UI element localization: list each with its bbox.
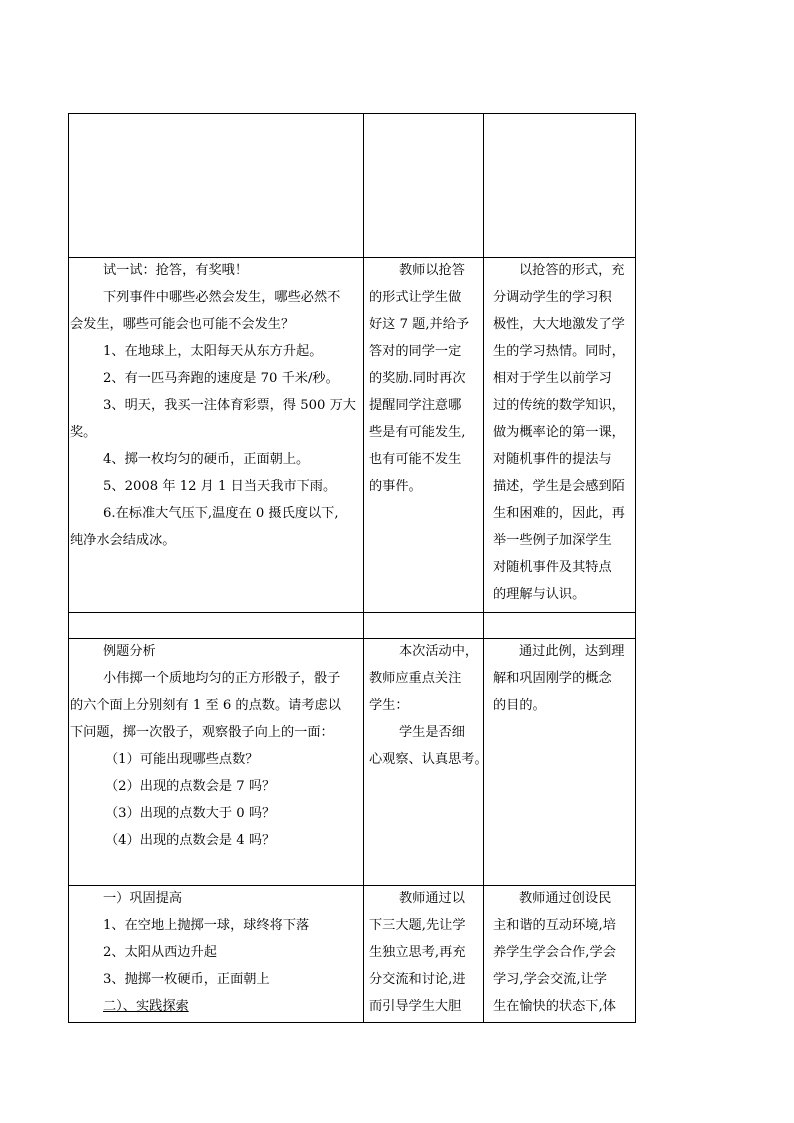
quiz-content-cell — [68, 257, 363, 554]
consolidation-item: 2、太阳从西边升起 — [103, 945, 217, 960]
teacher-note: 本次活动中， — [399, 644, 479, 659]
purpose-note: 极性，大大地激发了学 — [493, 317, 625, 332]
purpose-note: 过的传统的数学知识， — [493, 398, 625, 413]
teacher-note: 教师通过以 — [399, 891, 465, 906]
example-content-cell — [68, 638, 363, 854]
example-purpose-cell — [484, 638, 635, 719]
purpose-note: 对随机事件的提法与 — [493, 452, 612, 467]
quiz-item: 奖。 — [70, 425, 97, 440]
quiz-intro: 会发生，哪些可能会也可能不会发生？ — [70, 317, 295, 332]
example-text: 的六个面上分别刻有 1 至 6 的点数。请考虑以 — [70, 698, 341, 713]
quiz-item: 6.在标准大气压下,温度在 0 摄氏度以下, — [103, 506, 339, 521]
teacher-note: 些是有可能发生, — [369, 425, 466, 440]
teacher-note: 的形式让学生做 — [369, 290, 462, 305]
teacher-note: 教师应重点关注 — [369, 671, 462, 686]
lesson-plan-table — [68, 113, 636, 1023]
table-border-right — [635, 113, 636, 1023]
example-heading: 例题分析 — [103, 644, 156, 659]
example-question: （2）出现的点数会是 7 吗？ — [105, 779, 276, 794]
quiz-item: 3、明天，我买一注体育彩票，得 500 万大 — [103, 398, 356, 413]
purpose-note: 的理解与认识。 — [493, 587, 586, 602]
teacher-note: 学生： — [369, 698, 409, 713]
teacher-note: 好这 7 题,并给予 — [369, 317, 470, 332]
example-text: 小伟掷一个质地均匀的正方形骰子，骰子 — [103, 671, 341, 686]
teacher-note: 心观察、认真思考。 — [369, 752, 488, 767]
teacher-note: 而引导学生大胆 — [369, 999, 462, 1014]
consolidation-teacher-cell — [364, 885, 483, 1020]
purpose-note: 相对于学生以前学习 — [493, 371, 612, 386]
quiz-item: 2、有一匹马奔跑的速度是 70 千米/秒。 — [103, 371, 339, 386]
teacher-note: 也有可能不发生 — [369, 452, 462, 467]
purpose-note: 举一些例子加深学生 — [493, 533, 612, 548]
quiz-purpose-cell — [484, 257, 635, 608]
purpose-note: 生在愉快的状态下,体 — [493, 999, 616, 1014]
purpose-note: 做为概率论的第一课， — [493, 425, 625, 440]
quiz-intro: 下列事件中哪些必然会发生，哪些必然不 — [103, 290, 341, 305]
purpose-note: 生的学习热情。同时， — [493, 344, 625, 359]
example-question: （1）可能出现哪些点数？ — [105, 752, 259, 767]
purpose-note: 生和困难的，因此，再 — [493, 506, 625, 521]
example-text: 下问题，掷一次骰子，观察骰子向上的一面： — [70, 725, 334, 740]
quiz-item: 1、在地球上，太阳每天从东方升起。 — [103, 344, 323, 359]
table-border-bottom — [68, 1022, 636, 1023]
quiz-heading: 试一试：抢答，有奖哦！ — [103, 263, 249, 278]
practice-heading: 二）、实践探索 — [103, 999, 189, 1014]
consolidation-purpose-cell — [484, 885, 635, 1020]
teacher-note: 生独立思考,再充 — [369, 945, 466, 960]
purpose-note: 养学生学会合作,学会 — [493, 945, 616, 960]
purpose-note: 分调动学生的学习积 — [493, 290, 612, 305]
purpose-note: 学习,学会交流,让学 — [493, 972, 607, 987]
teacher-note: 学生是否细 — [399, 725, 465, 740]
purpose-note: 的目的。 — [493, 698, 546, 713]
teacher-note: 教师以抢答 — [399, 263, 465, 278]
purpose-note: 教师通过创设民 — [519, 891, 612, 906]
purpose-note: 通过此例，达到理 — [519, 644, 625, 659]
row-divider — [68, 612, 636, 613]
teacher-note: 答对的同学一定 — [369, 344, 462, 359]
example-question: （3）出现的点数大于 0 吗？ — [105, 806, 276, 821]
teacher-note: 的奖励.同时再次 — [369, 371, 466, 386]
teacher-note: 下三大题,先让学 — [369, 918, 466, 933]
example-teacher-cell — [364, 638, 488, 773]
purpose-note: 对随机事件及其特点 — [493, 560, 612, 575]
example-question: （4）出现的点数会是 4 吗？ — [105, 833, 276, 848]
consolidation-item: 1、在空地上抛掷一球，球终将下落 — [103, 918, 310, 933]
consolidation-heading: 一）巩固提高 — [103, 891, 183, 906]
consolidation-content-cell — [68, 885, 363, 1020]
purpose-note: 描述，学生是会感到陌 — [493, 479, 625, 494]
quiz-item: 5、2008 年 12 月 1 日当天我市下雨。 — [103, 479, 337, 494]
purpose-note: 解和巩固刚学的概念 — [493, 671, 612, 686]
teacher-note: 提醒同学注意哪 — [369, 398, 462, 413]
teacher-note: 分交流和讨论,进 — [369, 972, 466, 987]
teacher-note: 的事件。 — [369, 479, 422, 494]
quiz-teacher-cell — [364, 257, 483, 500]
consolidation-item: 3、抛掷一枚硬币，正面朝上 — [103, 972, 270, 987]
quiz-item: 纯净水会结成冰。 — [70, 533, 176, 548]
table-border-top — [68, 113, 636, 114]
purpose-note: 以抢答的形式，充 — [519, 263, 625, 278]
quiz-item: 4、掷一枚均匀的硬币，正面朝上。 — [103, 452, 310, 467]
purpose-note: 主和谐的互动环境,培 — [493, 918, 616, 933]
